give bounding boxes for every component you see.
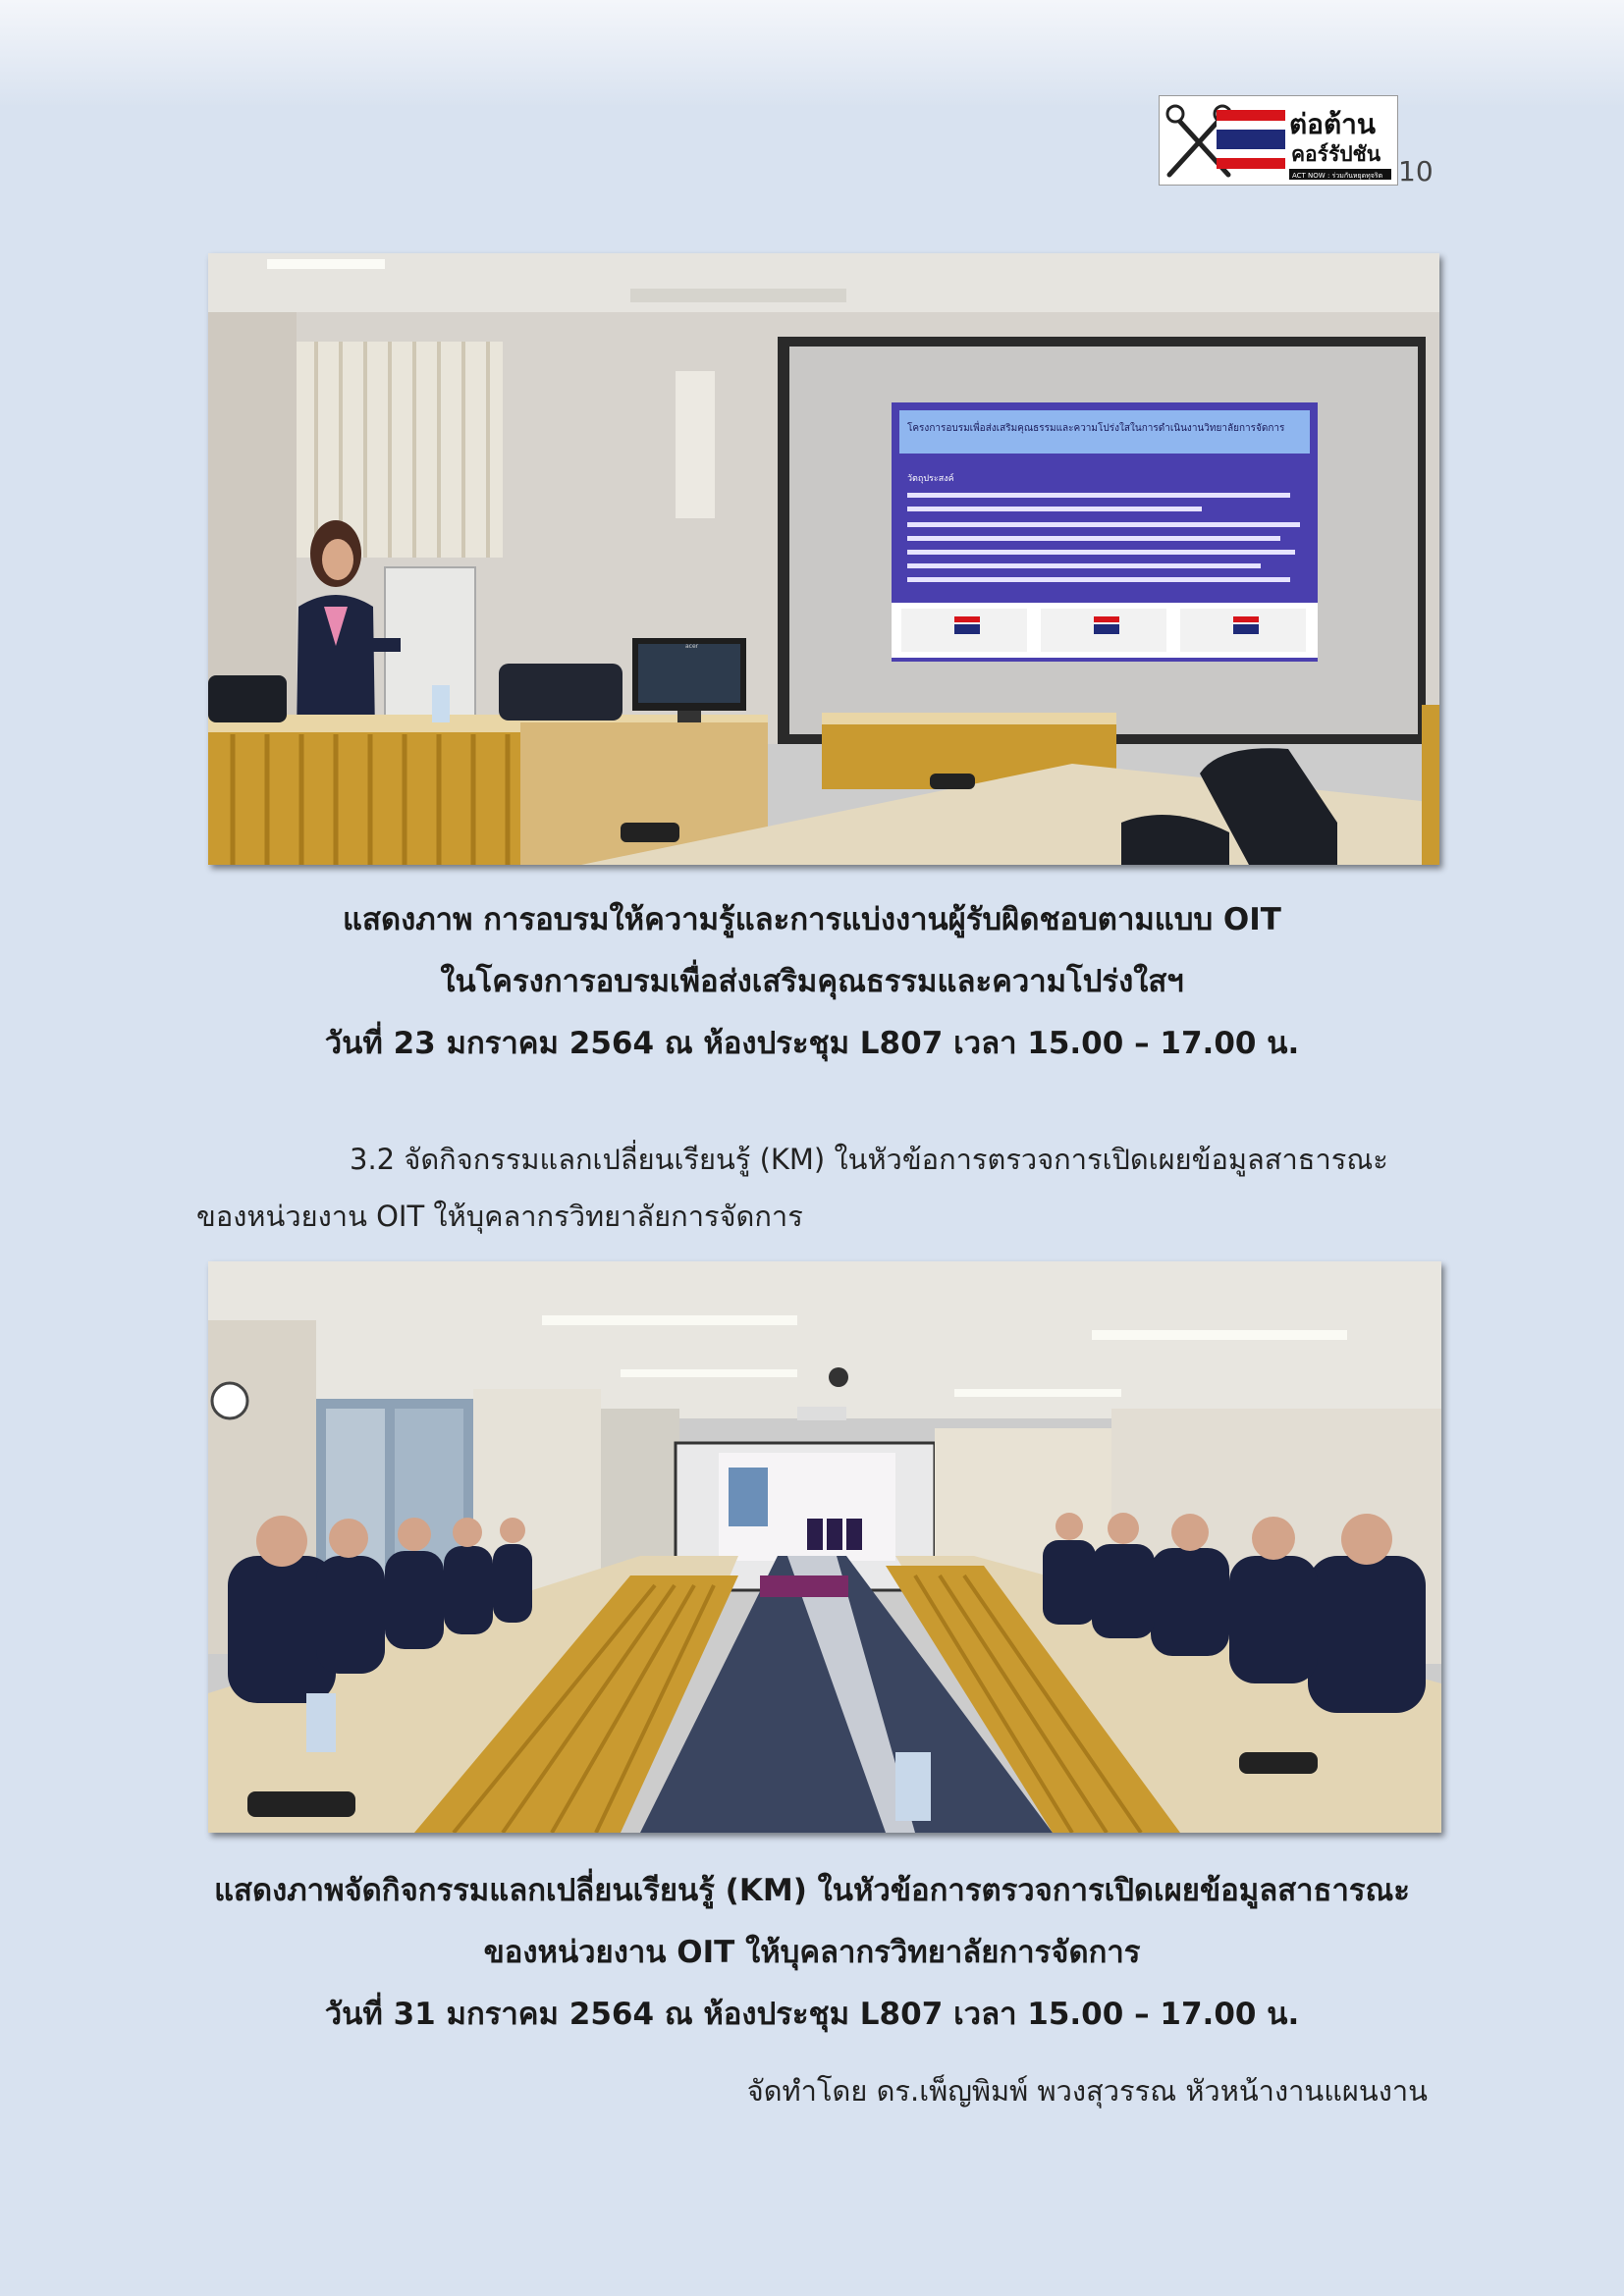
monitor-brand: acer	[685, 643, 699, 650]
training-photo	[208, 253, 1439, 865]
caption2-line3: วันที่ 31 มกราคม 2564 ณ ห้องประชุม L807 เวลา 15.00 – 17.00 น.	[324, 1997, 1300, 2032]
slide-title: โครงการอบรมเพื่อส่งเสริมคุณธรรมและความโปร่งใสในการดำเนินงานวิทยาลัยการจัดการ	[907, 423, 1285, 434]
page-number: 10	[1398, 155, 1434, 187]
top-gradient-band	[0, 0, 1624, 108]
photo1-caption	[0, 889, 1624, 1075]
section-line1: 3.2 จัดกิจกรรมแลกเปลี่ยนเรียนรู้ (KM) ในหัวข้อการตรวจการเปิดเผยข้อมูลสาธารณะ	[350, 1143, 1388, 1176]
caption1-line3: วันที่ 23 มกราคม 2564 ณ ห้องประชุม L807 เวลา 15.00 – 17.00 น.	[324, 1026, 1300, 1061]
section-line2: ของหน่วยงาน OIT ให้บุคลากรวิทยาลัยการจัดการ	[196, 1200, 803, 1233]
prepared-by-signature: จัดทำโดย ดร.เพ็ญพิมพ์ พวงสุวรรณ หัวหน้างานแผนงาน	[746, 2074, 1428, 2108]
section-3-2-paragraph	[196, 1131, 1434, 1245]
slide-heading: วัตถุประสงค์	[907, 474, 954, 484]
logo-line1: ต่อต้าน	[1289, 108, 1377, 140]
caption1-line2: ในโครงการอบรมเพื่อส่งเสริมคุณธรรมและความโปร่งใสฯ	[440, 964, 1184, 999]
logo-line2: คอร์รัปชัน	[1291, 142, 1381, 166]
caption2-line1: แสดงภาพจัดกิจกรรมแลกเปลี่ยนเรียนรู้ (KM) ในหัวข้อการตรวจการเปิดเผยข้อมูลสาธารณะ	[214, 1873, 1410, 1908]
caption2-line2: ของหน่วยงาน OIT ให้บุคลากรวิทยาลัยการจัดการ	[483, 1935, 1141, 1970]
km-activity-photo	[208, 1261, 1441, 1833]
caption1-line1: แสดงภาพ การอบรมให้ความรู้และการแบ่งงานผู้รับผิดชอบตามแบบ OIT	[343, 902, 1281, 937]
anti-corruption-logo	[1159, 95, 1398, 186]
anti-corruption-logo-icon	[1160, 96, 1397, 185]
logo-tagline: ACT NOW : ร่วมกันหยุดทุจริต	[1292, 172, 1383, 180]
photo2-caption	[0, 1860, 1624, 2046]
